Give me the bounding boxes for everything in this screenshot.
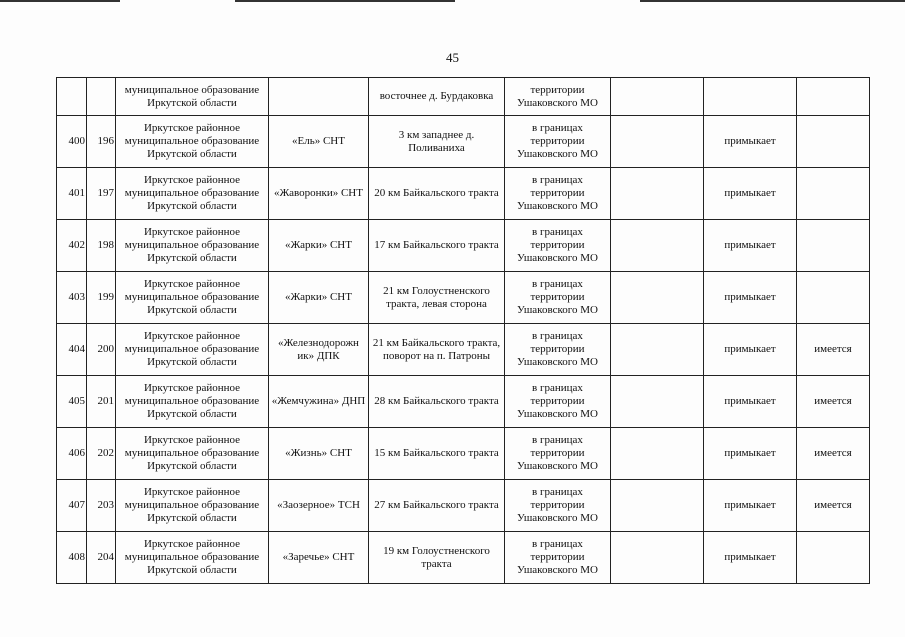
object-number-cell: 196 bbox=[87, 116, 116, 168]
registry-table bbox=[56, 77, 870, 584]
boundary-cell: территории Ушаковского МО bbox=[505, 78, 611, 116]
availability-cell: имеется bbox=[797, 480, 870, 532]
adjacency-cell: примыкает bbox=[704, 168, 797, 220]
availability-cell bbox=[797, 272, 870, 324]
extra-cell bbox=[611, 168, 704, 220]
table-row bbox=[57, 78, 870, 116]
availability-cell bbox=[797, 532, 870, 584]
row-number-cell: 404 bbox=[57, 324, 87, 376]
object-number-cell: 204 bbox=[87, 532, 116, 584]
location-cell: восточнее д. Бурдаковка bbox=[369, 78, 505, 116]
adjacency-cell: примыкает bbox=[704, 324, 797, 376]
availability-cell: имеется bbox=[797, 376, 870, 428]
row-number-cell bbox=[57, 78, 87, 116]
adjacency-cell: примыкает bbox=[704, 376, 797, 428]
extra-cell bbox=[611, 78, 704, 116]
adjacency-cell: примыкает bbox=[704, 220, 797, 272]
adjacency-cell: примыкает bbox=[704, 532, 797, 584]
object-number-cell: 199 bbox=[87, 272, 116, 324]
page-number: 45 bbox=[446, 50, 459, 65]
object-number-cell bbox=[87, 78, 116, 116]
object-number-cell: 197 bbox=[87, 168, 116, 220]
object-number-cell: 202 bbox=[87, 428, 116, 480]
adjacency-cell: примыкает bbox=[704, 116, 797, 168]
scan-edge-mark bbox=[235, 0, 455, 2]
availability-cell bbox=[797, 168, 870, 220]
availability-cell bbox=[797, 78, 870, 116]
municipality-cell: Иркутское районное муниципальное образование Иркутской области bbox=[116, 272, 269, 324]
name-cell bbox=[269, 78, 369, 116]
row-number-cell: 401 bbox=[57, 168, 87, 220]
name-cell: «Жарки» СНТ bbox=[269, 272, 369, 324]
object-number-cell: 198 bbox=[87, 220, 116, 272]
location-cell: 19 км Голоустненского тракта bbox=[369, 532, 505, 584]
row-number-cell: 405 bbox=[57, 376, 87, 428]
name-cell: «Заозерное» ТСН bbox=[269, 480, 369, 532]
availability-cell bbox=[797, 116, 870, 168]
adjacency-cell: примыкает bbox=[704, 480, 797, 532]
table-row bbox=[57, 272, 870, 324]
boundary-cell: в границах территории Ушаковского МО bbox=[505, 376, 611, 428]
name-cell: «Железнодорожн ик» ДПК bbox=[269, 324, 369, 376]
row-number-cell: 406 bbox=[57, 428, 87, 480]
scan-edge-mark bbox=[0, 0, 120, 2]
municipality-cell: Иркутское районное муниципальное образование Иркутской области bbox=[116, 376, 269, 428]
location-cell: 21 км Голоустненского тракта, левая сторона bbox=[369, 272, 505, 324]
name-cell: «Жизнь» СНТ bbox=[269, 428, 369, 480]
boundary-cell: в границах территории Ушаковского МО bbox=[505, 532, 611, 584]
object-number-cell: 200 bbox=[87, 324, 116, 376]
location-cell: 21 км Байкальского тракта, поворот на п. Патроны bbox=[369, 324, 505, 376]
extra-cell bbox=[611, 324, 704, 376]
municipality-cell: Иркутское районное муниципальное образование Иркутской области bbox=[116, 220, 269, 272]
municipality-cell: муниципальное образование Иркутской области bbox=[116, 78, 269, 116]
boundary-cell: в границах территории Ушаковского МО bbox=[505, 480, 611, 532]
municipality-cell: Иркутское районное муниципальное образование Иркутской области bbox=[116, 116, 269, 168]
table-row bbox=[57, 168, 870, 220]
row-number-cell: 403 bbox=[57, 272, 87, 324]
name-cell: «Жемчужина» ДНП bbox=[269, 376, 369, 428]
table-row bbox=[57, 480, 870, 532]
boundary-cell: в границах территории Ушаковского МО bbox=[505, 428, 611, 480]
extra-cell bbox=[611, 428, 704, 480]
extra-cell bbox=[611, 116, 704, 168]
municipality-cell: Иркутское районное муниципальное образование Иркутской области bbox=[116, 480, 269, 532]
table-row bbox=[57, 116, 870, 168]
boundary-cell: в границах территории Ушаковского МО bbox=[505, 324, 611, 376]
boundary-cell: в границах территории Ушаковского МО bbox=[505, 272, 611, 324]
extra-cell bbox=[611, 376, 704, 428]
object-number-cell: 203 bbox=[87, 480, 116, 532]
row-number-cell: 402 bbox=[57, 220, 87, 272]
extra-cell bbox=[611, 480, 704, 532]
location-cell: 20 км Байкальского тракта bbox=[369, 168, 505, 220]
table-row bbox=[57, 376, 870, 428]
table-row bbox=[57, 324, 870, 376]
location-cell: 27 км Байкальского тракта bbox=[369, 480, 505, 532]
location-cell: 28 км Байкальского тракта bbox=[369, 376, 505, 428]
extra-cell bbox=[611, 532, 704, 584]
municipality-cell: Иркутское районное муниципальное образование Иркутской области bbox=[116, 428, 269, 480]
table-row bbox=[57, 532, 870, 584]
municipality-cell: Иркутское районное муниципальное образование Иркутской области bbox=[116, 324, 269, 376]
extra-cell bbox=[611, 272, 704, 324]
location-cell: 17 км Байкальского тракта bbox=[369, 220, 505, 272]
adjacency-cell bbox=[704, 78, 797, 116]
name-cell: «Ель» СНТ bbox=[269, 116, 369, 168]
boundary-cell: в границах территории Ушаковского МО bbox=[505, 168, 611, 220]
boundary-cell: в границах территории Ушаковского МО bbox=[505, 220, 611, 272]
name-cell: «Заречье» СНТ bbox=[269, 532, 369, 584]
object-number-cell: 201 bbox=[87, 376, 116, 428]
availability-cell: имеется bbox=[797, 428, 870, 480]
row-number-cell: 408 bbox=[57, 532, 87, 584]
location-cell: 15 км Байкальского тракта bbox=[369, 428, 505, 480]
availability-cell: имеется bbox=[797, 324, 870, 376]
municipality-cell: Иркутское районное муниципальное образование Иркутской области bbox=[116, 532, 269, 584]
row-number-cell: 407 bbox=[57, 480, 87, 532]
extra-cell bbox=[611, 220, 704, 272]
table-row bbox=[57, 220, 870, 272]
location-cell: 3 км западнее д. Поливаниха bbox=[369, 116, 505, 168]
row-number-cell: 400 bbox=[57, 116, 87, 168]
adjacency-cell: примыкает bbox=[704, 428, 797, 480]
availability-cell bbox=[797, 220, 870, 272]
scan-edge-mark bbox=[640, 0, 905, 2]
name-cell: «Жарки» СНТ bbox=[269, 220, 369, 272]
name-cell: «Жаворонки» СНТ bbox=[269, 168, 369, 220]
municipality-cell: Иркутское районное муниципальное образование Иркутской области bbox=[116, 168, 269, 220]
boundary-cell: в границах территории Ушаковского МО bbox=[505, 116, 611, 168]
adjacency-cell: примыкает bbox=[704, 272, 797, 324]
table-row bbox=[57, 428, 870, 480]
